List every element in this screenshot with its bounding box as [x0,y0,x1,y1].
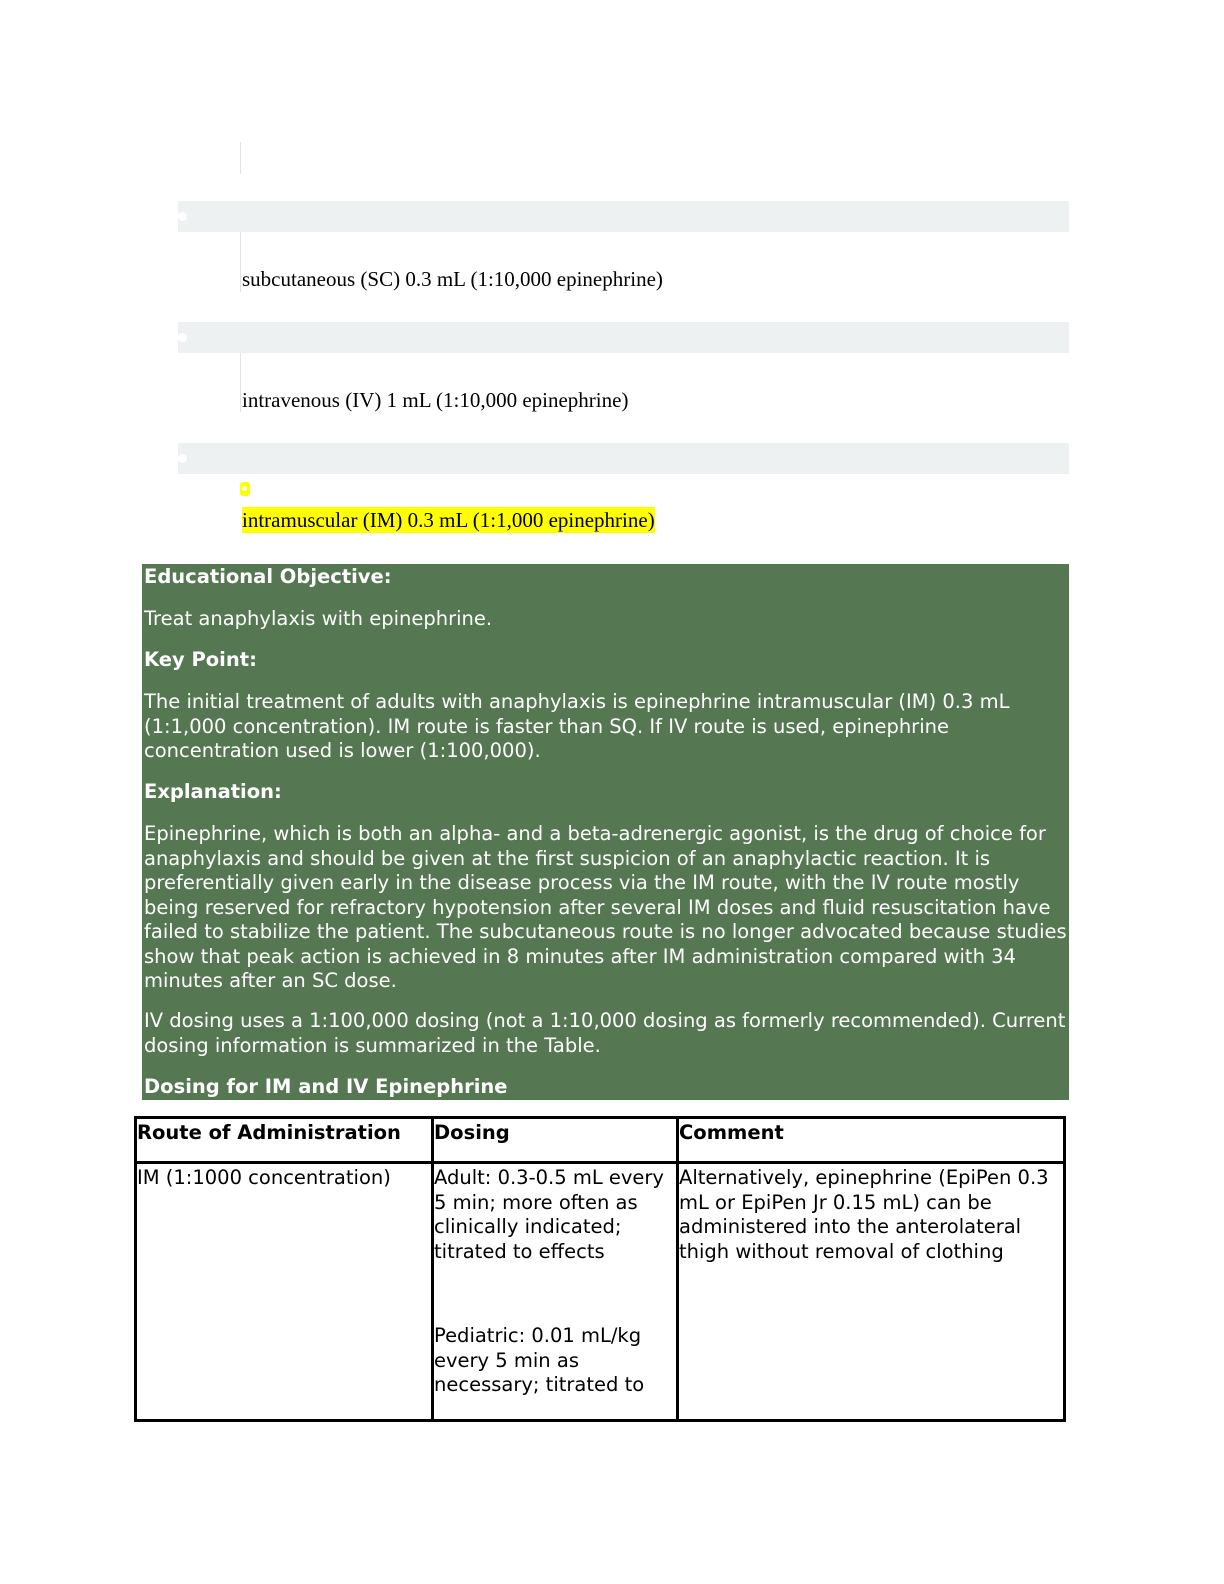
objective-text: Treat anaphylaxis with epinephrine. [144,607,493,630]
header-dosing: Dosing [433,1118,678,1163]
option-bar-2[interactable] [178,322,1069,353]
option-bar-3[interactable] [178,443,1069,474]
table-header-row [136,1118,1065,1163]
dosing-table [134,1116,1066,1422]
explanation-heading: Explanation: [144,780,282,803]
guide-line [240,142,241,174]
dosing-pediatric: Pediatric: 0.01 mL/kg every 5 min as necessary; titrated to [434,1324,645,1396]
radio-icon[interactable] [178,212,187,221]
explanation-panel [142,564,1069,1100]
cell-route: IM (1:1000 concentration) [136,1163,433,1421]
guide-line [240,232,241,292]
header-comment: Comment [678,1118,1065,1163]
objective-heading: Educational Objective: [144,565,392,588]
selected-radio-icon[interactable] [240,482,250,496]
explanation-paragraph-2: IV dosing uses a 1:100,000 dosing (not a 1:10,000 dosing as formerly recommended). Current dosing information is summarized in the Table. [144,1009,1066,1057]
table-row [136,1163,1065,1421]
cell-dosing [433,1163,678,1421]
header-route: Route of Administration [136,1118,433,1163]
answer-option-subcutaneous[interactable]: subcutaneous (SC) 0.3 mL (1:10,000 epinephrine) [242,267,663,291]
radio-icon[interactable] [178,454,187,463]
cell-comment: Alternatively, epinephrine (EpiPen 0.3 mL or EpiPen Jr 0.15 mL) can be administered into the anterolateral thigh without removal of clothing [678,1163,1065,1421]
option-bar-1[interactable] [178,201,1069,232]
radio-icon[interactable] [178,333,187,342]
answer-option-intramuscular[interactable]: intramuscular (IM) 0.3 mL (1:1,000 epinephrine) [242,508,655,532]
key-point-heading: Key Point: [144,648,257,671]
answer-option-intravenous[interactable]: intravenous (IV) 1 mL (1:10,000 epinephrine) [242,388,629,412]
dosing-adult: Adult: 0.3-0.5 mL every 5 min; more often as clinically indicated; titrated to effects [434,1166,664,1263]
key-point-text: The initial treatment of adults with anaphylaxis is epinephrine intramuscular (IM) 0.3 mL (1:1,000 concentration). IM route is faster than SQ. If IV route is used, epinephrine concentration used is lower (1:100,000). [144,690,1010,762]
guide-line [240,352,241,412]
table-title: Dosing for IM and IV Epinephrine [144,1075,508,1098]
explanation-paragraph-1: Epinephrine, which is both an alpha- and a beta-adrenergic agonist, is the drug of choice for anaphylaxis and should be given at the first suspicion of an anaphylactic reaction. It is preferentially given early in the disease process via the IM route, with the IV route mostly being reserved for refractory hypotension after several IM doses and fluid resuscitation have failed to stabilize the patient. The subcutaneous route is no longer advocated because studies show that peak action is achieved in 8 minutes after IM administration compared with 34 minutes after an SC dose. [144,822,1067,992]
